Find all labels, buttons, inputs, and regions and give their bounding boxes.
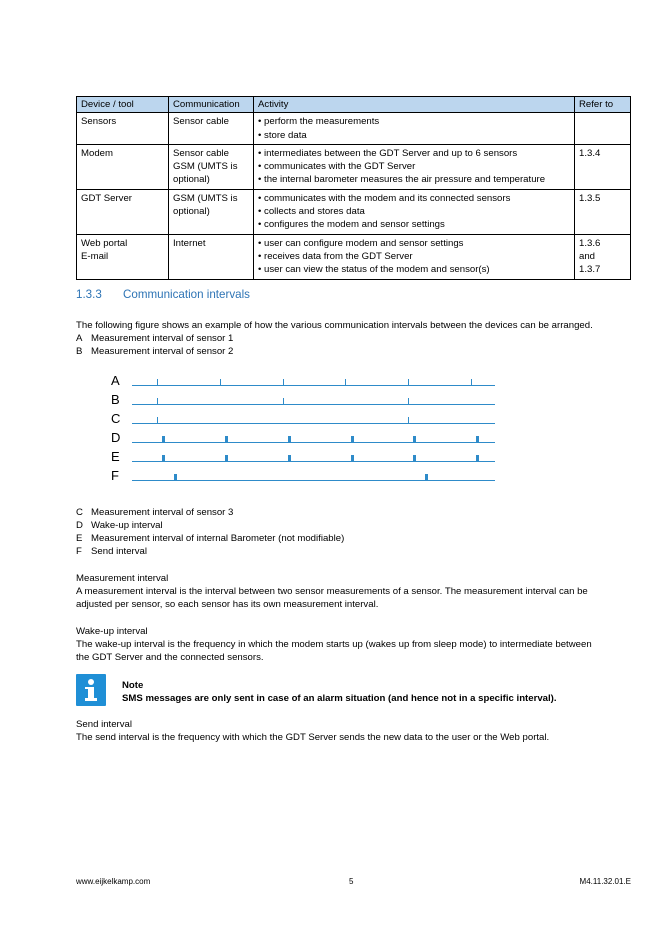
tick-a bbox=[157, 379, 158, 385]
cell-refer bbox=[575, 113, 631, 145]
footer-page-number: 5 bbox=[349, 877, 354, 886]
intro-block bbox=[76, 319, 632, 358]
mark-d bbox=[225, 436, 228, 442]
mark-e bbox=[351, 455, 354, 461]
measurement-heading: Measurement interval bbox=[76, 573, 169, 584]
tick-c bbox=[157, 417, 158, 423]
figure-label-a: A bbox=[111, 373, 120, 388]
table-header-row bbox=[77, 97, 631, 113]
header-refer: Refer to bbox=[575, 97, 631, 113]
cell-communication: GSM (UMTS is optional) bbox=[169, 189, 254, 234]
tick-b bbox=[408, 398, 409, 404]
cell-activity: • user can configure modem and sensor settings • receives data from the GDT Server • user can view the status of the modem and sensor(s) bbox=[254, 234, 575, 279]
timeline-b bbox=[132, 404, 495, 405]
mark-d bbox=[288, 436, 291, 442]
send-heading: Send interval bbox=[76, 719, 132, 730]
figure-label-d: D bbox=[111, 430, 121, 445]
devices-table bbox=[76, 96, 631, 280]
cell-refer: 1.3.5 bbox=[575, 189, 631, 234]
header-communication: Communication bbox=[169, 97, 254, 113]
section-number: 1.3.3 bbox=[76, 288, 102, 301]
cell-device: Modem bbox=[77, 144, 169, 189]
mark-f bbox=[174, 474, 177, 480]
table-row bbox=[77, 189, 631, 234]
footer-document-code: M4.11.32.01.E bbox=[579, 877, 631, 886]
mark-d bbox=[162, 436, 165, 442]
legend-item: D Wake-up interval bbox=[76, 520, 163, 531]
wakeup-paragraph: Wake-up interval The wake-up interval is the frequency in which the modem starts up (wakes up from sleep mode) to intermediate between the GDT Server and the connected sensors. bbox=[76, 625, 632, 664]
tick-a bbox=[471, 379, 472, 385]
cell-device: GDT Server bbox=[77, 189, 169, 234]
cell-refer: 1.3.4 bbox=[575, 144, 631, 189]
legend-item: B Measurement interval of sensor 2 bbox=[76, 346, 234, 357]
cell-activity: • intermediates between the GDT Server and up to 6 sensors • communicates with the GDT Server • the internal barometer measures the air pressure and temperature bbox=[254, 144, 575, 189]
intro-text: The following figure shows an example of how the various communication intervals between the devices can be arranged. bbox=[76, 320, 593, 331]
tick-a bbox=[220, 379, 221, 385]
header-device: Device / tool bbox=[77, 97, 169, 113]
send-paragraph: Send interval The send interval is the frequency with which the GDT Server sends the new data to the user or the Web portal. bbox=[76, 718, 632, 744]
legend-item: C Measurement interval of sensor 3 bbox=[76, 507, 234, 518]
timeline-d bbox=[132, 442, 495, 443]
timeline-c bbox=[132, 423, 495, 424]
figure-label-b: B bbox=[111, 392, 120, 407]
cell-activity: • perform the measurements • store data bbox=[254, 113, 575, 145]
note bbox=[122, 679, 557, 705]
cell-device: Sensors bbox=[77, 113, 169, 145]
note-text: SMS messages are only sent in case of an alarm situation (and hence not in a specific interval). bbox=[122, 693, 557, 704]
footer-website: www.eijkelkamp.com bbox=[76, 877, 151, 886]
interval-figure bbox=[108, 372, 508, 486]
tick-c bbox=[408, 417, 409, 423]
figure-label-e: E bbox=[111, 449, 120, 464]
info-icon bbox=[76, 674, 106, 706]
tick-a bbox=[283, 379, 284, 385]
figure-label-c: C bbox=[111, 411, 121, 426]
mark-e bbox=[225, 455, 228, 461]
mark-f bbox=[425, 474, 428, 480]
table-row bbox=[77, 144, 631, 189]
cell-activity: • communicates with the modem and its connected sensors • collects and stores data • configures the modem and sensor settings bbox=[254, 189, 575, 234]
cell-device: Web portal E-mail bbox=[77, 234, 169, 279]
note-title: Note bbox=[122, 680, 144, 691]
section-title: Communication intervals bbox=[123, 288, 250, 301]
cell-communication: Internet bbox=[169, 234, 254, 279]
legend-item: A Measurement interval of sensor 1 bbox=[76, 333, 234, 344]
tick-a bbox=[408, 379, 409, 385]
mark-d bbox=[476, 436, 479, 442]
wakeup-heading: Wake-up interval bbox=[76, 626, 148, 637]
timeline-e bbox=[132, 461, 495, 462]
tick-b bbox=[283, 398, 284, 404]
table-row bbox=[77, 234, 631, 279]
tick-b bbox=[157, 398, 158, 404]
mark-e bbox=[162, 455, 165, 461]
legend-bottom bbox=[76, 506, 632, 558]
timeline-a bbox=[132, 385, 495, 386]
tick-a bbox=[345, 379, 346, 385]
mark-e bbox=[413, 455, 416, 461]
cell-communication: Sensor cable bbox=[169, 113, 254, 145]
cell-communication: Sensor cable GSM (UMTS is optional) bbox=[169, 144, 254, 189]
measurement-paragraph: Measurement interval A measurement interval is the interval between two sensor measurements of a sensor. The measurement interval can be adjusted per sensor, so each sensor has its own measurement interval. bbox=[76, 572, 632, 611]
cell-refer: 1.3.6 and 1.3.7 bbox=[575, 234, 631, 279]
legend-item: F Send interval bbox=[76, 546, 147, 557]
mark-e bbox=[476, 455, 479, 461]
header-activity: Activity bbox=[254, 97, 575, 113]
section-heading bbox=[76, 288, 250, 302]
mark-d bbox=[413, 436, 416, 442]
legend-item: E Measurement interval of internal Barometer (not modifiable) bbox=[76, 533, 345, 544]
table-row bbox=[77, 113, 631, 145]
timeline-f bbox=[132, 480, 495, 481]
mark-e bbox=[288, 455, 291, 461]
mark-d bbox=[351, 436, 354, 442]
figure-label-f: F bbox=[111, 468, 119, 483]
